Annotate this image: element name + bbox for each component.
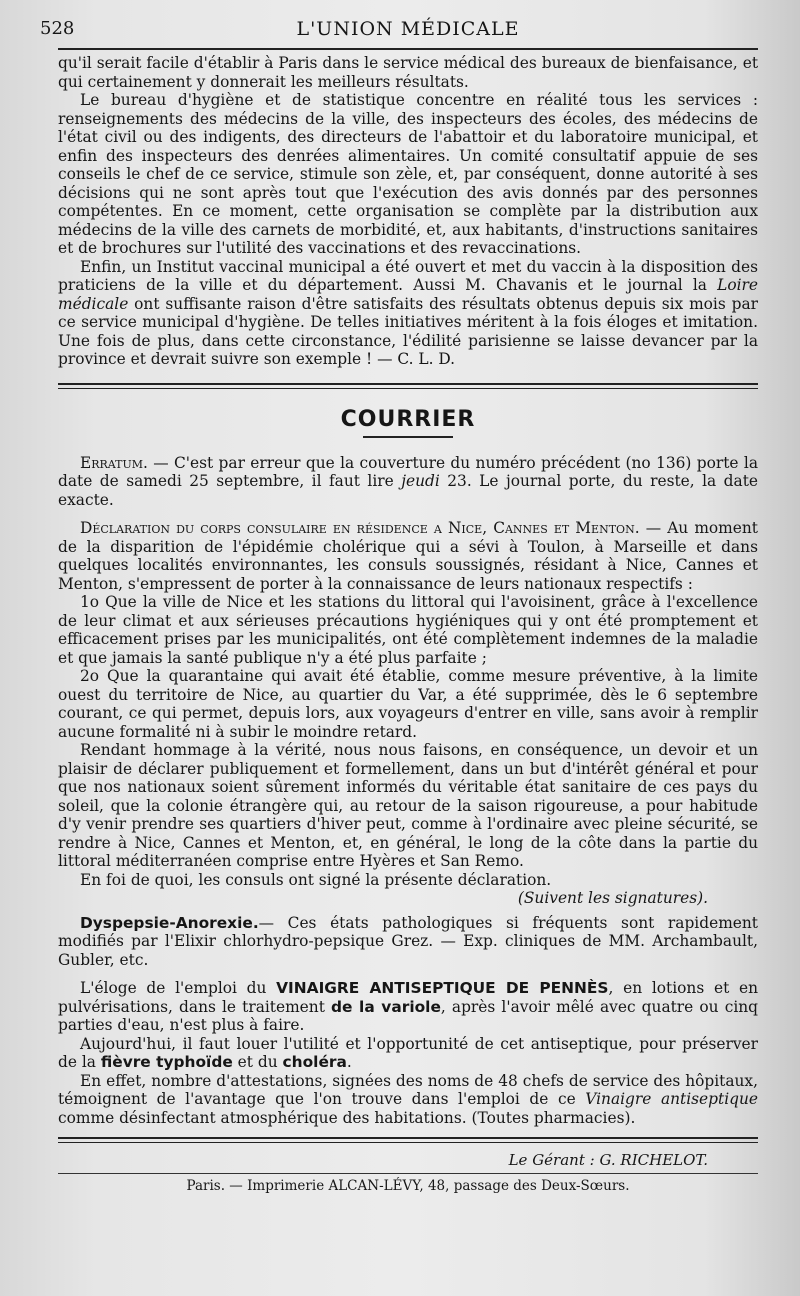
aujourdhui-mid: et du bbox=[232, 1053, 283, 1071]
erratum-italic: jeudi bbox=[401, 472, 440, 490]
declaration-label: Déclaration du corps consulaire en résidence a Nice, Cannes et Menton. bbox=[80, 519, 640, 537]
vinaigre-paragraph bbox=[58, 979, 758, 1035]
courrier-title-rule bbox=[363, 436, 453, 438]
dyspepsie-paragraph bbox=[58, 914, 758, 970]
cholera-bold: choléra bbox=[282, 1053, 347, 1071]
effet-start: En effet, nombre d'attestations, signées des noms de 48 chefs de service des hôpitaux, témoignent de l'avantage que l'on trouve dans l'emploi de ce bbox=[58, 1071, 758, 1108]
intro-paragraph-3 bbox=[58, 258, 758, 369]
header-rule bbox=[58, 48, 758, 50]
loire-medicale-italic: Loire médicale bbox=[58, 276, 758, 313]
page-number: 528 bbox=[40, 18, 75, 39]
variole-bold: de la variole bbox=[331, 997, 441, 1016]
effet-paragraph bbox=[58, 1072, 758, 1128]
page-header bbox=[40, 16, 758, 46]
vinaigre-start: L'éloge de l'emploi du bbox=[80, 979, 277, 997]
aujourdhui-paragraph bbox=[58, 1035, 758, 1072]
journal-title: L'UNION MÉDICALE bbox=[296, 18, 520, 40]
spacer bbox=[58, 509, 758, 519]
intro-p3-start: Enfin, un Institut vaccinal municipal a été ouvert et met du vaccin à la disposition des praticiens de la ville et du département. Aussi M. Chavanis et le journal la bbox=[58, 257, 758, 294]
aujourdhui-start: Aujourd'hui, il faut louer l'utilité et l'opportunité de cet antiseptique, pour préserver de la bbox=[58, 1034, 758, 1071]
intro-p3-end: ont suffisante raison d'être satisfaits des résultats obtenus depuis six mois par ce service municipal d'hygiène. De telles initiatives méritent à la fois éloges et imitation. Une fois de plus, dans cette circonstance, l'édilité parisienne se laisse devancer par la province et devrait suivre son exemple ! — C. L. D. bbox=[58, 294, 758, 368]
section-divider bbox=[58, 383, 758, 389]
intro-paragraph-2: Le bureau d'hygiène et de statistique concentre en réalité tous les services : renseignements des médecins de la ville, des inspecteurs des écoles, des médecins de l'état civil ou des indigents, des directeurs de l'abattoir et du laboratoire municipal, et enfin des inspecteurs des denrées alimentaires. Un comité consultatif appuie de ses conseils le chef de ce service, stimule son zèle, et, par conséquent, donne autorité à ses décisions qui ne sont après tout que l'exécution des avis donnés par des personnes compétentes. En ce moment, cette organisation se complète par la distribution aux médecins de la ville des carnets de morbidité, et, aux habitants, d'instructions sanitaires et de brochures sur l'utilité des vaccinations et des revaccinations. bbox=[58, 91, 758, 257]
courrier-title: COURRIER bbox=[340, 406, 476, 432]
erratum-start: — C'est par erreur que la couverture du numéro précédent (no 136) porte la date de samedi 25 septembre, il faut lire bbox=[58, 453, 758, 490]
printer-rule bbox=[58, 1173, 758, 1174]
declaration-point-2: 2o Que la quarantaine qui avait été établie, comme mesure préventive, à la limite ouest du territoire de Nice, au quartier du Var, a été supprimée, dès le 6 septembre courant, ce qui permet, depuis lors, aux voyageurs d'entrer en ville, sans avoir à remplir aucune formalité ni à subir le moindre retard. bbox=[58, 667, 758, 741]
spacer bbox=[58, 969, 758, 979]
vinaigre-end: , après l'avoir mêlé avec quatre ou cinq parties d'eau, n'est plus à faire. bbox=[58, 997, 759, 1034]
suivent-italic: (Suivent les signatures). bbox=[517, 889, 708, 907]
effet-italic: Vinaigre antiseptique bbox=[585, 1090, 758, 1108]
suivent-signatures bbox=[58, 889, 758, 908]
dyspepsie-text: — Ces états pathologiques si fréquents sont rapidement modifiés par l'Elixir chlorhydro-pepsique Grez. — Exp. cliniques de MM. Archambault, Gubler, etc. bbox=[58, 913, 758, 969]
en-foi-paragraph: En foi de quoi, les consuls ont signé la présente déclaration. bbox=[80, 870, 552, 889]
erratum-end: 23. Le journal porte, du reste, la date exacte. bbox=[58, 472, 758, 509]
declaration-point-1: 1o Que la ville de Nice et les stations du littoral qui l'avoisinent, grâce à l'excellence de leur climat et aux sérieuses précautions hygiéniques qui y ont été promptement et efficacement prises par les municipalités, ont été complètement indemnes de la maladie et que jamais la santé publique n'y a été plus parfaite ; bbox=[58, 593, 758, 667]
printer-line: Paris. — Imprimerie ALCAN-LÉVY, 48, passage des Deux-Sœurs. bbox=[186, 1178, 630, 1194]
erratum-paragraph bbox=[58, 454, 758, 510]
declaration-text: — Au moment de la disparition de l'épidémie cholérique qui a sévi à Toulon, à Marseille et dans quelques localités environnantes, les consuls soussignés, résidant à Nice, Cannes et Menton, s'empressent de porter à la connaissance de leurs nationaux respectifs : bbox=[58, 519, 758, 593]
dyspepsie-label: Dyspepsie-Anorexie. bbox=[80, 913, 259, 932]
fievre-bold: fièvre typhoïde bbox=[100, 1053, 233, 1071]
page-content bbox=[40, 16, 759, 1194]
footer-divider bbox=[58, 1137, 758, 1143]
aujourdhui-end: . bbox=[346, 1053, 352, 1071]
vinaigre-mid: , en lotions et en pulvérisations, dans le traitement bbox=[58, 979, 758, 1016]
hommage-paragraph: Rendant hommage à la vérité, nous nous faisons, en conséquence, un devoir et un plaisir de déclarer publiquement et formellement, dans un but d'intérêt général et pour que nos nationaux soient sûrement informés du véritable état sanitaire de ces pays du soleil, que la colonie étrangère qui, au retour de la saison rigoureuse, a pour habitude d'y venir prendre ses quartiers d'hiver peut, comme à l'ordinaire avec pleine sécurité, se rendre à Nice, Cannes et Menton, et, en général, le long de la côte dans la partie du littoral méditerranéen comprise entre Hyères et San Remo. bbox=[58, 741, 758, 870]
vinaigre-bold: VINAIGRE ANTISEPTIQUE DE PENNÈS bbox=[276, 979, 609, 997]
erratum-label: Erratum. bbox=[80, 453, 148, 472]
effet-end: comme désinfectant atmosphérique des habitations. (Toutes pharmacies). bbox=[58, 1108, 636, 1127]
declaration-paragraph bbox=[58, 519, 758, 593]
gerant-signature: Le Gérant : G. RICHELOT. bbox=[508, 1151, 708, 1169]
intro-paragraph-1: qu'il serait facile d'établir à Paris dans le service médical des bureaux de bienfaisance, et qui certainement y donnerait les meilleurs résultats. bbox=[58, 54, 758, 91]
